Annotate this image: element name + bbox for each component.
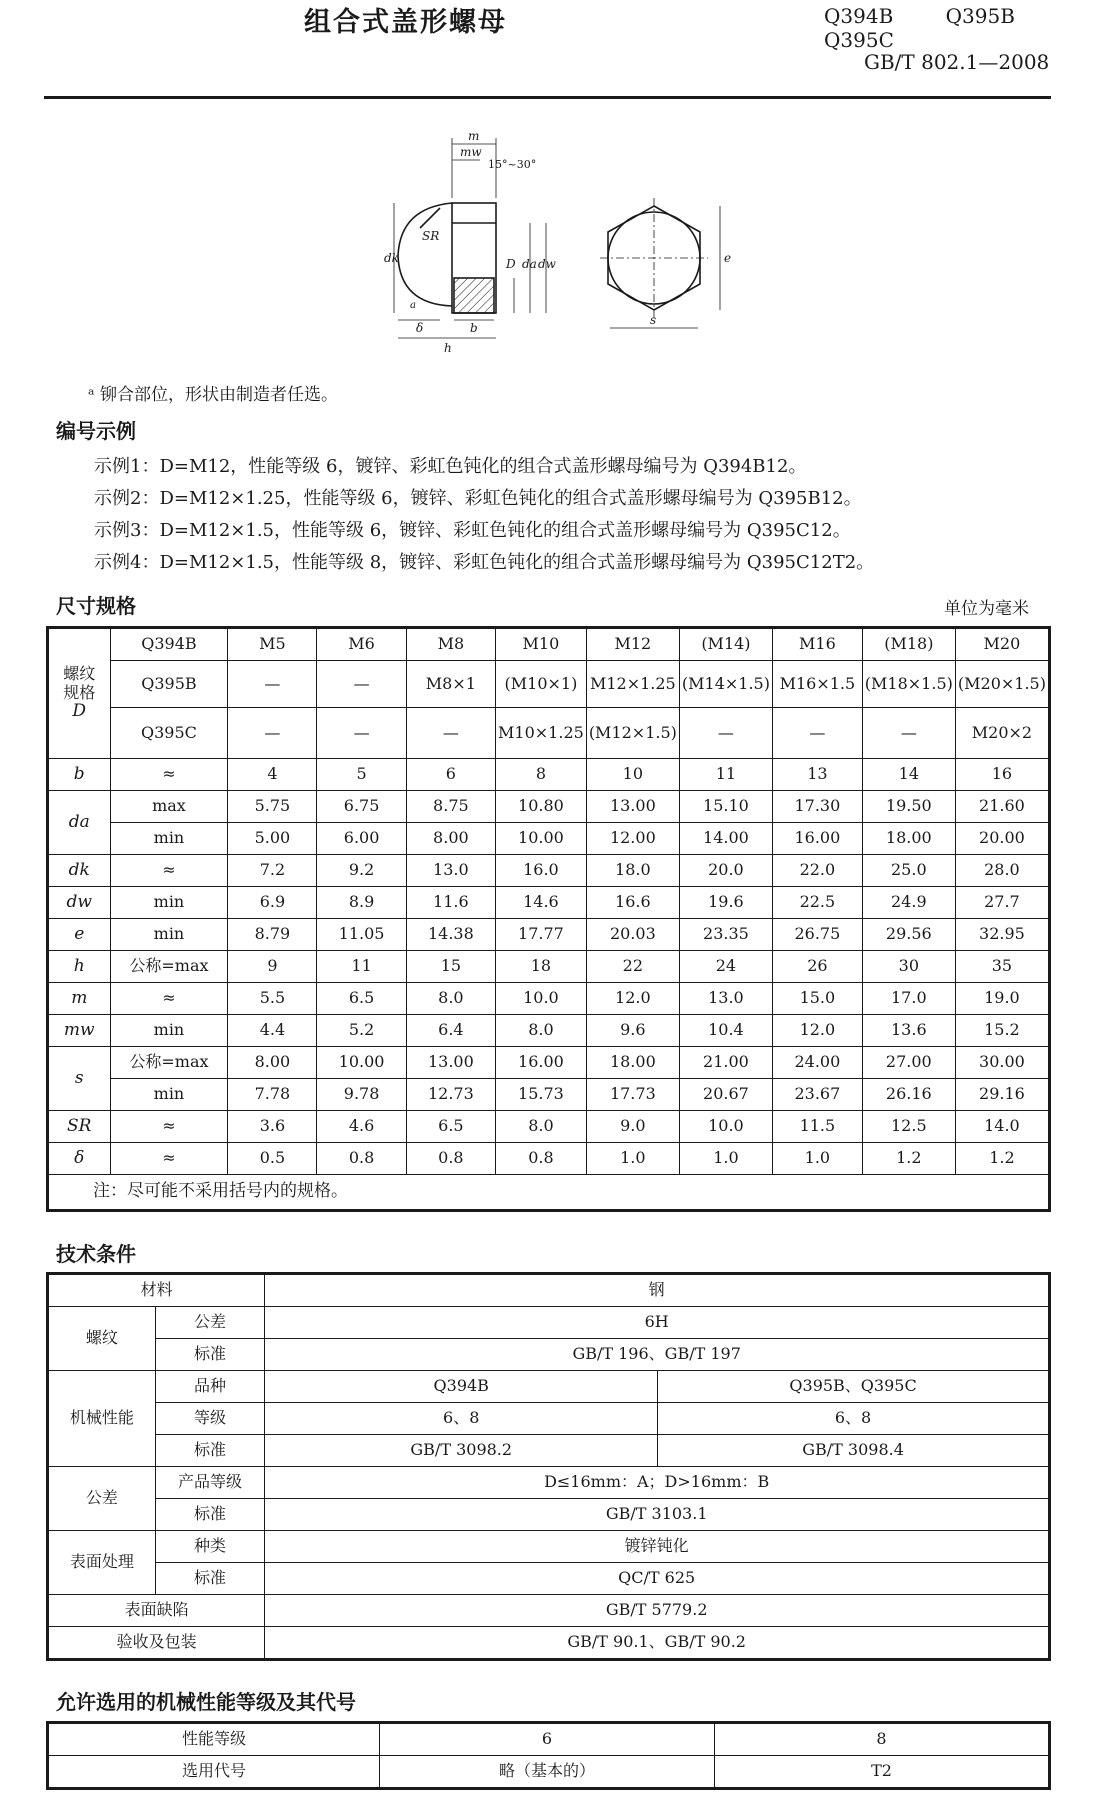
dim-symbol: SR <box>48 1111 111 1143</box>
dim-value: 14.0 <box>955 1111 1049 1143</box>
label-h: h <box>444 341 452 355</box>
example-1: 示例1：D=M12，性能等级 6，镀锌、彩虹色钝化的组合式盖形螺母编号为 Q394B12。 <box>94 456 807 477</box>
dimensions-note: 注：尽可能不采用括号内的规格。 <box>48 1175 1050 1211</box>
dim-value: 10.0 <box>496 983 587 1015</box>
dim-value: 28.0 <box>955 855 1049 887</box>
dim-value: 1.2 <box>955 1143 1049 1175</box>
dim-value: 5.2 <box>317 1015 406 1047</box>
dim-value: 13.0 <box>406 855 495 887</box>
product-codes <box>798 4 1100 52</box>
dim-qualifier: ≈ <box>110 1111 228 1143</box>
dim-value: 10.00 <box>496 823 587 855</box>
dim-value: 1.0 <box>586 1143 679 1175</box>
q395b-label: Q395B <box>110 661 228 708</box>
row-tol-std: 标准 GB/T 3103.1 <box>48 1499 1050 1531</box>
dim-value: 6.4 <box>406 1015 495 1047</box>
dim-value: 8.0 <box>406 983 495 1015</box>
dim-value: 23.67 <box>772 1079 862 1111</box>
dim-value: 5.5 <box>228 983 317 1015</box>
dim-value: 18 <box>496 951 587 983</box>
dim-value: 12.0 <box>586 983 679 1015</box>
unit-label: 单位为毫米 <box>944 599 1029 619</box>
dim-value: 8 <box>496 759 587 791</box>
dim-symbol: e <box>48 919 111 951</box>
dim-value: 14 <box>862 759 955 791</box>
dim-value: 21.00 <box>679 1047 772 1079</box>
dim-value: 19.0 <box>955 983 1049 1015</box>
dim-qualifier: min <box>110 887 228 919</box>
dim-row <box>48 1079 1050 1111</box>
dim-row <box>48 887 1050 919</box>
label-e: e <box>724 251 732 265</box>
dim-value: 16.00 <box>496 1047 587 1079</box>
dim-value: 9.0 <box>586 1111 679 1143</box>
dim-symbol: m <box>48 983 111 1015</box>
dim-value: 35 <box>955 951 1049 983</box>
dim-value: 25.0 <box>862 855 955 887</box>
code-q395c: Q395C <box>824 28 894 52</box>
dim-value: 16.6 <box>586 887 679 919</box>
dim-value: 18.0 <box>586 855 679 887</box>
dim-value: 27.7 <box>955 887 1049 919</box>
dim-row <box>48 1143 1050 1175</box>
dim-value: 17.0 <box>862 983 955 1015</box>
dim-value: 26.75 <box>772 919 862 951</box>
dim-value: 20.67 <box>679 1079 772 1111</box>
dim-value: 5.75 <box>228 791 317 823</box>
dim-value: 24 <box>679 951 772 983</box>
dim-symbol: dk <box>48 855 111 887</box>
dim-value: 1.0 <box>772 1143 862 1175</box>
label-da: da <box>522 257 537 271</box>
dim-value: 8.79 <box>228 919 317 951</box>
label-a: a <box>410 300 416 311</box>
label-s: s <box>650 313 657 327</box>
dim-value: 26.16 <box>862 1079 955 1111</box>
row-code: 选用代号 略（基本的） T2 <box>48 1756 1050 1789</box>
label-sr: SR <box>422 229 440 243</box>
dim-value: 6.5 <box>317 983 406 1015</box>
dim-symbol: mw <box>48 1015 111 1047</box>
dim-row <box>48 791 1050 823</box>
dim-row <box>48 919 1050 951</box>
label-m: m <box>468 129 480 143</box>
side-view <box>398 203 496 313</box>
row-surface-std: 标准 QC/T 625 <box>48 1563 1050 1595</box>
row-q394b: 螺纹 规格 D Q394B M5 M6 M8 M10 M12 (M14) M16 (M18) M20 <box>48 628 1050 661</box>
q394b-label: Q394B <box>110 628 228 661</box>
dim-row <box>48 855 1050 887</box>
label-d: D <box>506 257 516 271</box>
row-accept: 验收及包装 GB/T 90.1、GB/T 90.2 <box>48 1627 1050 1660</box>
code-q395b: Q395B <box>945 4 1015 28</box>
row-q395b: Q395B — — M8×1 (M10×1) M12×1.25 (M14×1.5) M16×1.5 (M18×1.5) (M20×1.5) <box>48 661 1050 708</box>
dim-value: 6.5 <box>406 1111 495 1143</box>
dim-value: 12.73 <box>406 1079 495 1111</box>
dim-value: 19.50 <box>862 791 955 823</box>
dim-value: 11 <box>679 759 772 791</box>
dim-qualifier: ≈ <box>110 983 228 1015</box>
dim-value: 6.75 <box>317 791 406 823</box>
dim-value: 9.6 <box>586 1015 679 1047</box>
dim-value: 16.00 <box>772 823 862 855</box>
dim-value: 5.00 <box>228 823 317 855</box>
dim-value: 11.05 <box>317 919 406 951</box>
dim-value: 22 <box>586 951 679 983</box>
dim-symbol: b <box>48 759 111 791</box>
label-angle: 15°~30° <box>488 158 537 171</box>
dim-value: 10.00 <box>317 1047 406 1079</box>
dim-value: 20.00 <box>955 823 1049 855</box>
thread-spec-label: 螺纹 规格 D <box>48 628 111 759</box>
dim-value: 8.0 <box>496 1015 587 1047</box>
dim-qualifier: min <box>110 1079 228 1111</box>
dim-value: 24.9 <box>862 887 955 919</box>
dim-value: 14.38 <box>406 919 495 951</box>
dim-value: 9.78 <box>317 1079 406 1111</box>
example-4: 示例4：D=M12×1.5，性能等级 8，镀锌、彩虹色钝化的组合式盖形螺母编号为 Q395C12T2。 <box>94 552 875 573</box>
dim-value: 11 <box>317 951 406 983</box>
dim-value: 6.00 <box>317 823 406 855</box>
page-title: 组合式盖形螺母 <box>304 7 507 38</box>
dim-value: 24.00 <box>772 1047 862 1079</box>
dim-value: 5 <box>317 759 406 791</box>
nut-drawing <box>380 128 740 368</box>
technical-table <box>46 1272 1051 1661</box>
dim-value: 19.6 <box>679 887 772 919</box>
dim-value: 27.00 <box>862 1047 955 1079</box>
dim-row <box>48 1111 1050 1143</box>
header-divider <box>44 96 1051 99</box>
dim-value: 1.2 <box>862 1143 955 1175</box>
dim-row <box>48 983 1050 1015</box>
label-delta: δ <box>416 321 424 335</box>
dim-value: 18.00 <box>862 823 955 855</box>
row-material: 材料 钢 <box>48 1274 1050 1307</box>
dim-value: 14.6 <box>496 887 587 919</box>
standard-number: GB/T 802.1—2008 <box>864 50 1050 74</box>
dim-value: 10 <box>586 759 679 791</box>
dim-value: 8.00 <box>228 1047 317 1079</box>
dim-value: 17.73 <box>586 1079 679 1111</box>
dim-value: 4.6 <box>317 1111 406 1143</box>
dim-value: 18.00 <box>586 1047 679 1079</box>
dim-value: 17.77 <box>496 919 587 951</box>
dim-value: 13.6 <box>862 1015 955 1047</box>
dim-value: 6.9 <box>228 887 317 919</box>
dim-symbol: da <box>48 791 111 855</box>
dim-value: 6 <box>406 759 495 791</box>
dim-value: 3.6 <box>228 1111 317 1143</box>
dim-row <box>48 951 1050 983</box>
example-3: 示例3：D=M12×1.5，性能等级 6，镀锌、彩虹色钝化的组合式盖形螺母编号为 Q395C12。 <box>94 520 851 541</box>
dim-value: 15.2 <box>955 1015 1049 1047</box>
grades-heading: 允许选用的机械性能等级及其代号 <box>56 1690 356 1714</box>
dim-value: 8.0 <box>496 1111 587 1143</box>
dim-value: 8.00 <box>406 823 495 855</box>
dim-value: 32.95 <box>955 919 1049 951</box>
dim-symbol: dw <box>48 887 111 919</box>
technical-heading: 技术条件 <box>56 1242 136 1266</box>
label-mw: mw <box>460 145 482 159</box>
dim-row <box>48 759 1050 791</box>
examples-heading: 编号示例 <box>56 419 136 443</box>
dim-value: 10.4 <box>679 1015 772 1047</box>
dim-symbol: s <box>48 1047 111 1111</box>
example-2: 示例2：D=M12×1.25，性能等级 6，镀锌、彩虹色钝化的组合式盖形螺母编号为 Q395B12。 <box>94 488 862 509</box>
dim-symbol: δ <box>48 1143 111 1175</box>
row-mech-grade: 等级 6、8 6、8 <box>48 1403 1050 1435</box>
dim-row <box>48 823 1050 855</box>
dim-value: 12.0 <box>772 1015 862 1047</box>
dim-value: 13.0 <box>679 983 772 1015</box>
row-thread-std: 标准 GB/T 196、GB/T 197 <box>48 1339 1050 1371</box>
dim-value: 29.16 <box>955 1079 1049 1111</box>
dim-value: 10.0 <box>679 1111 772 1143</box>
dim-qualifier: ≈ <box>110 759 228 791</box>
dim-value: 0.5 <box>228 1143 317 1175</box>
grades-table <box>46 1721 1051 1790</box>
dim-value: 11.5 <box>772 1111 862 1143</box>
dim-value: 12.00 <box>586 823 679 855</box>
dim-value: 11.6 <box>406 887 495 919</box>
row-grade: 性能等级 6 8 <box>48 1723 1050 1756</box>
dim-qualifier: ≈ <box>110 855 228 887</box>
dim-value: 22.0 <box>772 855 862 887</box>
label-dk: dk <box>384 251 399 265</box>
dim-value: 7.78 <box>228 1079 317 1111</box>
dim-value: 7.2 <box>228 855 317 887</box>
label-dw: dw <box>538 257 556 271</box>
dim-qualifier: min <box>110 919 228 951</box>
dim-value: 20.03 <box>586 919 679 951</box>
dim-value: 9.2 <box>317 855 406 887</box>
dim-value: 12.5 <box>862 1111 955 1143</box>
dim-qualifier: 公称=max <box>110 1047 228 1079</box>
dim-qualifier: ≈ <box>110 1143 228 1175</box>
dim-value: 15.0 <box>772 983 862 1015</box>
dimensions-table <box>46 626 1051 1212</box>
dim-note-row <box>48 1175 1050 1211</box>
label-b: b <box>470 321 478 335</box>
dim-qualifier: min <box>110 1015 228 1047</box>
dim-value: 30 <box>862 951 955 983</box>
dim-value: 13.00 <box>586 791 679 823</box>
dim-value: 16 <box>955 759 1049 791</box>
dim-value: 15.73 <box>496 1079 587 1111</box>
dim-qualifier: min <box>110 823 228 855</box>
figure-footnote: ᵃ 铆合部位，形状由制造者任选。 <box>88 385 338 405</box>
dim-value: 16.0 <box>496 855 587 887</box>
row-surface-kind: 表面处理 种类 镀锌钝化 <box>48 1531 1050 1563</box>
dim-value: 13.00 <box>406 1047 495 1079</box>
dim-value: 15 <box>406 951 495 983</box>
dim-value: 9 <box>228 951 317 983</box>
dim-value: 8.9 <box>317 887 406 919</box>
dim-value: 26 <box>772 951 862 983</box>
dim-value: 15.10 <box>679 791 772 823</box>
dim-value: 0.8 <box>317 1143 406 1175</box>
dim-value: 30.00 <box>955 1047 1049 1079</box>
dim-value: 4 <box>228 759 317 791</box>
dim-value: 4.4 <box>228 1015 317 1047</box>
dim-value: 0.8 <box>496 1143 587 1175</box>
row-tol-class: 公差 产品等级 D≤16mm：A；D>16mm：B <box>48 1467 1050 1499</box>
dim-qualifier: 公称=max <box>110 951 228 983</box>
q395c-label: Q395C <box>110 708 228 759</box>
dim-row <box>48 1015 1050 1047</box>
code-q394b: Q394B <box>824 4 894 28</box>
row-defect: 表面缺陷 GB/T 5779.2 <box>48 1595 1050 1627</box>
dim-value: 13 <box>772 759 862 791</box>
dim-value: 23.35 <box>679 919 772 951</box>
row-mech-kind: 机械性能 品种 Q394B Q395B、Q395C <box>48 1371 1050 1403</box>
dim-row <box>48 1047 1050 1079</box>
row-mech-std: 标准 GB/T 3098.2 GB/T 3098.4 <box>48 1435 1050 1467</box>
dim-value: 22.5 <box>772 887 862 919</box>
dim-value: 17.30 <box>772 791 862 823</box>
row-q395c: Q395C — — — M10×1.25 (M12×1.5) — — — M20×2 <box>48 708 1050 759</box>
dim-value: 14.00 <box>679 823 772 855</box>
row-thread-tol: 螺纹 公差 6H <box>48 1307 1050 1339</box>
dim-value: 10.80 <box>496 791 587 823</box>
dim-symbol: h <box>48 951 111 983</box>
dimensions-heading: 尺寸规格 <box>56 594 136 618</box>
dim-value: 0.8 <box>406 1143 495 1175</box>
dim-value: 20.0 <box>679 855 772 887</box>
dim-value: 29.56 <box>862 919 955 951</box>
dim-value: 21.60 <box>955 791 1049 823</box>
dim-qualifier: max <box>110 791 228 823</box>
dim-value: 1.0 <box>679 1143 772 1175</box>
dim-value: 8.75 <box>406 791 495 823</box>
